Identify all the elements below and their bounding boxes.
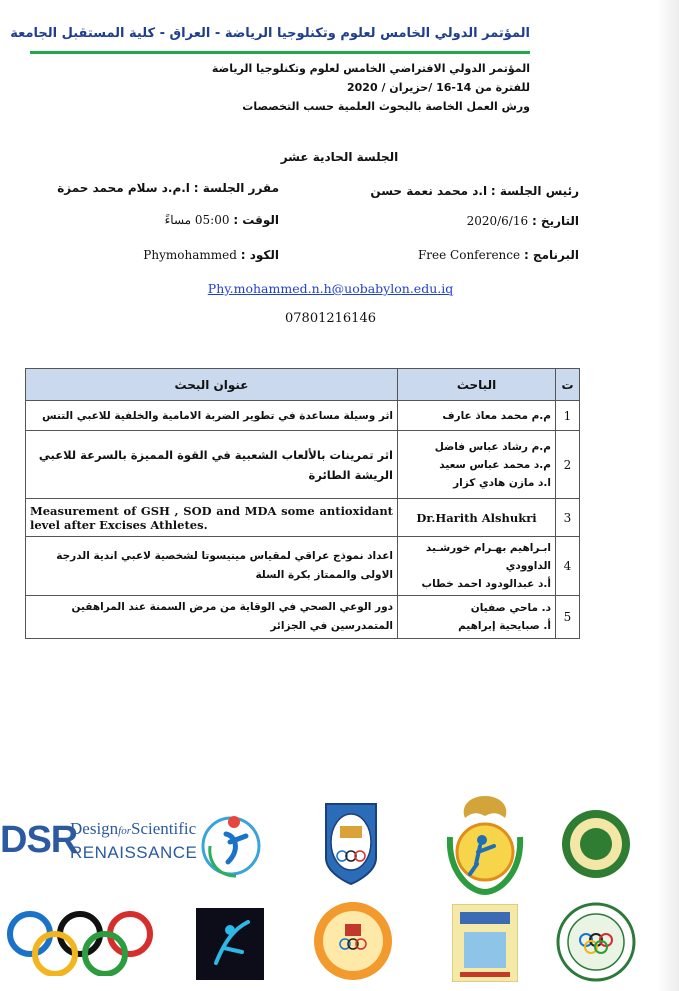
author-name: م.م محمد معاذ عارف: [442, 409, 551, 422]
table-row: [26, 537, 580, 596]
federation-seal-logo: [556, 902, 636, 982]
author-name: د. ماحي صفيان: [470, 602, 551, 614]
session-name: الجلسة الحادية عشر: [280, 150, 399, 164]
row-authors: [398, 596, 556, 639]
session-date: [467, 214, 579, 228]
dark-sport-logo: [196, 908, 264, 980]
university-crest-logo: [320, 798, 382, 888]
row-title: اثر وسيلة مساعدة في تطوير الضربة الامامية والخلفية للاعبي التنس: [26, 401, 398, 431]
date-value: 2020/6/16: [466, 214, 529, 228]
code-value: Phymohammed: [143, 248, 237, 262]
program-label: البرنامج :: [523, 248, 579, 262]
author-name: Dr.Harith Alshukri: [416, 510, 537, 525]
logo-head: [228, 816, 240, 828]
table-row: [26, 401, 580, 431]
row-number: 5: [556, 596, 580, 639]
session-rapporteur: [57, 181, 279, 195]
row-number: 4: [556, 537, 580, 596]
sports-figure-logo: [196, 806, 266, 886]
author-name: أ. صبايحية إبراهيم: [458, 620, 551, 632]
cover-image: [464, 932, 506, 968]
row-number: 1: [556, 401, 580, 431]
author-name: أ.د عبدالودود احمد خطاب: [421, 578, 551, 590]
table-row: [26, 431, 580, 499]
header-num: ت: [556, 369, 580, 401]
table-row: [26, 499, 580, 537]
logo-background: [196, 908, 264, 980]
logo-dot: [225, 925, 235, 935]
row-title: اثر تمرينات بالألعاب الشعبية في القوة المميزة بالسرعة للاعبي الريشة الطائرة: [26, 431, 398, 499]
logo-body: [226, 834, 246, 862]
crest-emblem: [340, 826, 362, 838]
dsr-for-word: for: [118, 825, 132, 837]
author-name: ا.د مازن هادي كزار: [453, 476, 551, 489]
session-code: [143, 248, 279, 262]
header-researcher: الباحث: [398, 369, 556, 401]
logo-figure-head: [477, 835, 487, 845]
olympic-rings-logo: [2, 906, 162, 976]
row-number: 2: [556, 431, 580, 499]
header-divider: [30, 51, 530, 54]
session-chair: [370, 184, 579, 198]
code-label: الكود :: [240, 248, 279, 262]
conference-period: للفترة من 14-16 /حزيران / 2020: [347, 81, 530, 94]
author-name: م.م رشاد عباس فاضل: [434, 440, 551, 453]
rapporteur-value: ا.م.د سلام محمد حمزة: [57, 181, 190, 195]
seal-inner: [323, 911, 383, 971]
dsr-letters: DSR: [0, 819, 78, 861]
chair-value: ا.د محمد نعمة حسن: [370, 184, 488, 198]
rapporteur-label: مقرر الجلسة :: [193, 181, 279, 195]
program-value: Free Conference: [417, 248, 521, 262]
cover-title-bar: [460, 912, 510, 924]
dsr-logo: [0, 805, 198, 875]
row-number: 3: [556, 499, 580, 537]
seal-center: [580, 828, 612, 860]
chair-label: رئيس الجلسة :: [490, 184, 579, 198]
college-logo: [440, 792, 530, 897]
row-title: اعداد نموذج عراقي لمقياس مينيسوتا لشخصية لاعبي اندية الدرجة الاولى والممتاز بكرة السلة: [26, 537, 398, 596]
seal-emblem: [345, 924, 361, 936]
workshops-line: ورش العمل الخاصة بالبحوث العلمية حسب التخصصات: [242, 100, 530, 113]
header-title: عنوان البحث: [26, 369, 398, 401]
row-authors: [398, 499, 556, 537]
contact-phone: 07801216146: [285, 311, 376, 326]
row-authors: [398, 431, 556, 499]
author-name: ابـراهيم بهـرام خورشـيد الداوودي: [425, 542, 551, 572]
dsr-design-word: Design: [70, 819, 119, 838]
time-label: الوقت :: [233, 213, 279, 227]
dsr-renaissance: RENAISSANCE: [70, 843, 198, 862]
session-program: [418, 248, 579, 262]
date-label: التاريخ :: [531, 214, 579, 228]
book-cover-logo: [452, 904, 518, 982]
cover-footer: [460, 972, 510, 977]
orange-seal-logo: [312, 900, 394, 982]
papers-table: [25, 368, 580, 639]
contact-email-row: [0, 281, 670, 296]
table-header-row: [26, 369, 580, 401]
contact-email-link[interactable]: Phy.mohammed.n.h@uobabylon.edu.iq: [207, 281, 454, 296]
session-time: [165, 213, 279, 227]
row-authors: [398, 537, 556, 596]
page-edge-shadow: [657, 0, 679, 991]
author-name: م.د محمد عباس سعيد: [439, 458, 551, 471]
logo-sun: [457, 824, 513, 880]
dsr-design-text: [70, 819, 196, 839]
time-value: 05:00 مساءً: [164, 213, 230, 227]
row-title: Measurement of GSH , SOD and MDA some antioxidant level after Excises Athletes.: [26, 499, 398, 537]
table-row: [26, 596, 580, 639]
row-title: دور الوعي الصحي في الوقاية من مرض السمنة عند المراهقين المتمدرسين في الجزائر: [26, 596, 398, 639]
virtual-conference-title: المؤتمر الدولي الافتراضي الخامس لعلوم وتكنلوجيا الرياضة: [211, 62, 530, 75]
dsr-scientific-word: Scientific: [131, 819, 197, 838]
seal-inner: [568, 914, 624, 970]
conference-title: المؤتمر الدولي الخامس لعلوم وتكنلوجيا الرياضة - العراق - كلية المستقبل الجامعة: [10, 26, 530, 41]
green-seal-logo: [560, 808, 632, 880]
logo-lamp: [464, 796, 507, 818]
row-authors: [398, 401, 556, 431]
